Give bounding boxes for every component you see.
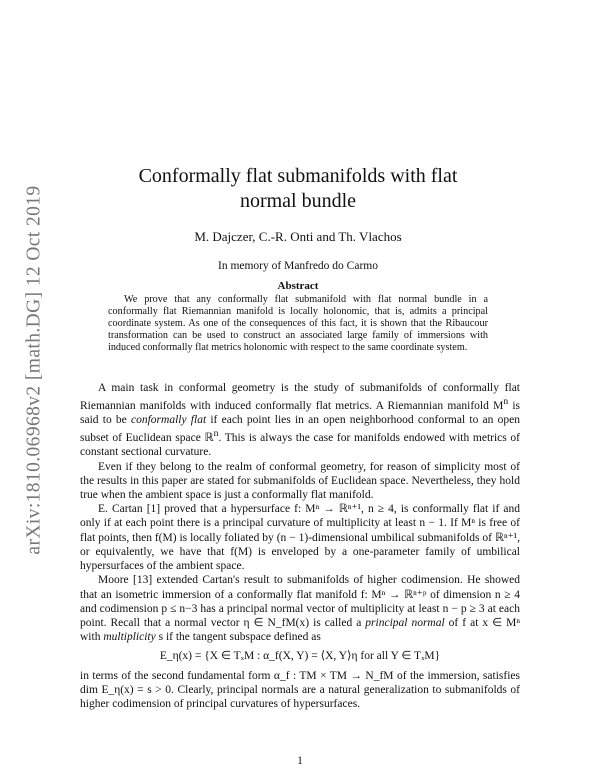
page-number: 1 — [297, 755, 303, 767]
p4-part-a: Moore [13] extended Cartan's result to submanifolds of higher codimension. He showed that an isometric immersion of a conformally flat manifold f: Mⁿ → ℝⁿ⁺ᵖ of dimension n ≥ 4 and codimension p ≤ n−3 has a principal normal vector of multiplicity at least n − p ≥ 3 at each point. Recall that a normal vector η ∈ N_fM(x) is called a — [80, 574, 520, 629]
dedication: In memory of Manfredo do Carmo — [217, 260, 378, 272]
paragraph-3: E. Cartan [1] proved that a hypersurface f: Mⁿ → ℝⁿ⁺¹, n ≥ 4, is conformally flat if and only if at each point there is a principal curvature of multiplicity at least n − 1. If Mⁿ is free of flat points, then f(M) is locally foliated by (n − 1)-dimensional umbilical submanifolds of ℝⁿ⁺¹, or equivalently, we have that f(M) is enveloped by a one-parameter family of umbilical hypersurfaces of the ambient space. — [80, 503, 520, 573]
title-line-2: normal bundle — [239, 190, 357, 212]
abstract-heading: Abstract — [277, 280, 319, 292]
p1-emphasis: conformally flat — [131, 414, 207, 427]
arxiv-stamp-text: arXiv:1810.06968v2 [math.DG] 12 Oct 2019 — [24, 185, 45, 555]
p1-sup-c: n — [213, 428, 219, 440]
p4-part-c: s if the tangent subspace defined as — [155, 631, 321, 644]
paragraph-5: in terms of the second fundamental form α_f : TM × TM → N_fM of the immersion, satisfies dim E_η(x) = s > 0. Clearly, principal normals are a natural generalization to submanifolds of higher codimension of principal curvatures of hypersurfaces. — [80, 669, 520, 710]
p4-emphasis-2: multiplicity — [103, 631, 156, 644]
paragraph-4 — [80, 573, 520, 644]
abstract-text: We prove that any conformally flat submanifold with flat normal bundle in a conformally flat Riemannian manifold is locally holonomic, that is, admits a principal coordinate system. As one of the consequences of this fact, it is shown that the Ribaucour transformation can be used to construct an associated large family of immersions with induced conformally flat metrics holonomic with respect to the same coordinate system. — [108, 294, 488, 353]
authors: M. Dajczer, C.-R. Onti and Th. Vlachos — [194, 229, 402, 244]
paper-title — [120, 164, 476, 214]
p1-part-d: . This is always the case for manifolds endowed with metrics of constant sectional curvature. — [80, 432, 520, 459]
title-line-1: Conformally flat submanifolds with flat — [138, 165, 458, 187]
paragraph-2: Even if they belong to the realm of conformal geometry, for reason of simplicity most of the results in this paper are stated for submanifolds of Euclidean space. Nevertheless, they hold true when the ambient space is just a conformally flat manifold. — [80, 460, 520, 502]
paragraph-1 — [80, 381, 520, 460]
p4-emphasis-1: principal normal — [365, 616, 445, 629]
p1-part-c: if each point lies in an open neighborhood conformal to an open subset of Euclidean space ℝ — [80, 414, 520, 445]
p1-part-b: is said to be — [80, 400, 521, 427]
display-equation: E_η(x) = {X ∈ TₓM : α_f(X, Y) = ⟨X, Y⟩η for all Y ∈ TₓM} — [159, 650, 441, 663]
p1-part-a: A main task in conformal geometry is the study of submanifolds of conformally flat Riemannian manifolds with induced conformally flat metrics. A Riemannian manifold M — [80, 382, 520, 413]
arxiv-stamp — [23, 175, 47, 565]
body-text — [80, 381, 520, 711]
p1-sup-a: n — [503, 396, 509, 408]
p4-part-b: of f at x ∈ Mⁿ with — [80, 616, 520, 644]
